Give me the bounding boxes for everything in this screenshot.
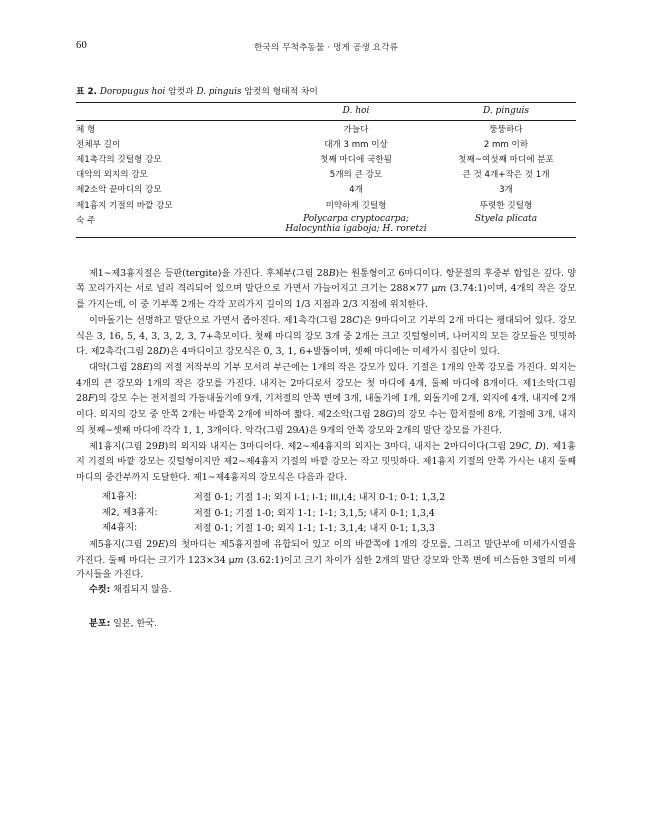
inline-run: 1 (561, 440, 568, 452)
inline-run: 2 (296, 440, 303, 452)
inline-run: 2 (181, 299, 188, 311)
inline-run: A (298, 424, 306, 436)
inline-run: 3 (384, 440, 391, 452)
inline-run: 1-1 (318, 507, 334, 519)
formula-leg-name: 제2, 제3흉지: (102, 507, 158, 518)
inline-run: I (341, 492, 344, 503)
inline-run: F (87, 393, 95, 405)
body-paragraph: 이마돌기는 선명하고 말단으로 가면서 좁아진다. 제1촉각(그림 28C)은 9마디이고 기부의 2개 마디는 팽대되어 있다. 강모식은 3, 16, 5, 4, 3, 3, 2, 3, 7+촉모이다. 첫째 마디의 강모 3개 중 2개는 크고 깃털형이며, 나머지의 모든 강모들은 밋밋하다. 제2촉각(그림 28D)은 4마디이고 강모식은 0, 3, 1, 6+발톱이며, 셋째 마디에는 미세가시 집단이 있다. (76, 314, 577, 358)
inline-run: I (294, 492, 298, 503)
inline-run: 1 (300, 491, 307, 503)
inline-run: 1-1 (297, 523, 313, 535)
inline-run: 2 (181, 409, 188, 421)
inline-run: 1 (394, 538, 400, 550)
inline-run: 1 (402, 393, 409, 405)
inline-run: 0-1 (389, 523, 406, 535)
cell-line: 5개의 큰 강모 (329, 170, 383, 181)
inline-run: 1-1 (318, 523, 334, 535)
inline-run: 28 (130, 362, 143, 374)
cell-line: Styela plicata (474, 213, 538, 224)
trait-label: 제2소악 끝마디의 강모 (76, 185, 162, 196)
value-d-hoi (276, 136, 436, 151)
inline-run: 1 (292, 314, 299, 326)
body-text (76, 266, 576, 486)
inline-run: 0-1 (400, 491, 416, 503)
inline-run: E (142, 362, 150, 374)
inline-run: 4 (224, 472, 231, 484)
tail-block (76, 583, 576, 631)
inline-run: 0-1 (214, 523, 230, 535)
inline-run: 2 (461, 393, 468, 405)
inline-run: 1,3,4 (411, 507, 435, 519)
inline-run: m (437, 283, 447, 295)
value-d-pinguis (436, 197, 576, 212)
table-row (76, 197, 576, 212)
value-d-pinguis (436, 136, 576, 151)
inline-run: III (330, 492, 339, 503)
inline-run: 2 (396, 424, 403, 436)
formula-leg-name: 제1흉지: (102, 491, 138, 502)
inline-run: I (312, 492, 315, 503)
table-caption-species-2: D. pinguis (196, 87, 242, 97)
closing-paragraph: 제5흉지(그림 29E)의 첫마디는 제5흉지절에 유합되어 있고 이의 바깥쪽에 1개의 강모를, 그리고 말단부에 미세가시열을 가진다. 둘째 마디는 크기가 123×34 μm (3.62:1)이고 크기 차이가 심한 2개의 말단 강모와 안쪽 변에 비스듬한 3열의 미세가시들을 가진다. (76, 538, 576, 581)
page-content (76, 40, 576, 632)
inline-run: 28 (373, 409, 386, 421)
inline-run: 1, 1, 3 (183, 424, 213, 436)
inline-run: 3 (344, 393, 351, 405)
inline-run: 5 (228, 538, 235, 550)
table-row (76, 151, 576, 166)
table-caption-tail: 암컷의 형태적 차이 (241, 87, 318, 97)
inline-run: 3, 16, 5, 4, 3, 3, 2, 3, 7 (96, 330, 206, 342)
trait-label: 제1촉각의 깃털형 강모 (76, 154, 162, 165)
cell-line: 첫째~여섯째 마디에 분포 (458, 154, 554, 165)
inline-run: 2 (448, 314, 455, 326)
inline-run: 1-0 (256, 507, 272, 519)
inline-run: 1-0 (256, 523, 272, 535)
inline-run: 28 (76, 393, 88, 405)
formula-row (76, 521, 576, 537)
inline-run: 1 (318, 491, 325, 503)
closing-paragraph-block (76, 537, 576, 583)
cell-line: 4개 (349, 185, 363, 196)
trait-label: 전체부 길이 (76, 139, 121, 150)
value-d-pinguis (436, 212, 576, 236)
inline-run: 2 (561, 393, 568, 405)
inline-run: C (521, 440, 529, 452)
inline-run: 3 (531, 554, 538, 566)
inline-run: 2 (375, 554, 382, 566)
inline-run: G (385, 409, 394, 421)
inline-run: 4 (346, 491, 353, 503)
table-row (76, 212, 576, 236)
formula-value: 저절 0-1; 기절 1-0; 외지 1-1; 1-1; 3,1,4; 내지 0-1; 1,3,3 (194, 523, 435, 535)
inline-run: I (265, 492, 268, 503)
inline-run: D (535, 440, 543, 452)
male-line (76, 583, 576, 598)
inline-run: 1,3,3 (411, 523, 435, 535)
running-head-title: 한국의 무척추동물 · 멍게 공생 요각류 (253, 43, 399, 53)
cell-line: 뚱뚱하다 (489, 124, 523, 135)
inline-run: 1/3 (295, 299, 311, 311)
inline-run: 8 (487, 409, 494, 421)
inline-run: 28 (340, 314, 353, 326)
column-header-d-pinguis: D. pinguis (436, 103, 576, 121)
inline-run: 1-1 (297, 507, 313, 519)
column-header-d-hoi: D. hoi (276, 103, 436, 121)
inline-run: 3.62:1) (250, 554, 284, 566)
table-header-row (76, 103, 576, 121)
table-row (76, 121, 576, 137)
cell-line: Halocynthia igaboja; H. roretzi (285, 223, 427, 234)
inline-run: 5 (97, 538, 104, 550)
formula-leg-name: 제4흉지: (102, 523, 138, 534)
body-paragraph: 대악(그림 28E)의 저절 저작부의 기부 모서리 부근에는 1개의 작은 강모가 있다. 기절은 1개의 안쪽 강모를 가진다. 외지는 4개의 큰 강모와 1개의 작은 강모를 가진다. 내지는 2마디로서 강모는 첫 마디에 4개, 둘째 마디에 8개이다. 제1소악(그림 28F)의 강모 수는 전저절의 가동내돌기에 9개, 기저절의 안쪽 변에 3개, 내돌기에 1개, 외돌기에 2개, 외지에 4개, 내지에 2개이다. 외지의 강모 중 안쪽 2개는 바깥쪽 2개에 비하여 짧다. 제2소악(그림 28G)의 강모 수는 합저절에 8개, 기절에 3개, 내지의 첫째~셋째 마디에 각각 1, 1, 3개이다. 악각(그림 29A)은 9개의 안쪽 강모와 2개의 말단 강모를 가진다. (76, 362, 577, 436)
inline-run: 4 (510, 283, 517, 295)
inline-run: B (157, 440, 165, 452)
inline-run: 1 (97, 267, 104, 279)
inline-run: 2 (232, 456, 239, 468)
cell-line: 뚜렷한 깃털형 (479, 200, 533, 211)
inline-run: 9 (244, 393, 251, 405)
male-text: 채집되지 않음. (110, 585, 172, 596)
inline-run: 1 (311, 362, 318, 374)
value-d-hoi (276, 197, 436, 212)
cell-line: Polycarpa cryptocarpa; (303, 213, 409, 224)
inline-run: 2 (325, 409, 332, 421)
value-d-hoi (276, 182, 436, 197)
inline-run: 123×34 (187, 554, 226, 566)
cell-line: 큰 것 4개+작은 것 1개 (462, 170, 550, 181)
inline-run: 3 (240, 440, 247, 452)
inline-run: 1 (431, 456, 438, 468)
inline-run: 4 (181, 346, 188, 358)
body-paragraph: 제1~제3흉지절은 등판(tergite)을 가진다. 후체부(그림 28B)는 원통형이고 6마디이다. 항문절의 후중부 함입은 깊다. 양쪽 꼬리가지는 서로 널리 격리되어 있으며 말단으로 가면서 가늘어지고 크기는 288×77 μm (3.74:1)이며, 4개의 작은 강모를 가지는데, 이 중 기부쪽 2개는 각각 꼬리가지 길이의 1/3 지점과 2/3 지점에 위치한다. (76, 267, 576, 311)
formula-value: 저절 0-1; 기절 1-0; 외지 1-1; 1-1; 3,1,5; 내지 0-1; 1,3,4 (194, 507, 435, 519)
distribution-line (76, 617, 576, 632)
inline-run: 1 (256, 491, 262, 503)
inline-run: 28 (146, 346, 159, 358)
inline-run: 9 (374, 314, 381, 326)
inline-run: 1 (97, 440, 104, 452)
trait-label: 대악의 외지의 강모 (76, 170, 148, 181)
inline-run: 2 (99, 346, 106, 358)
body-paragraph: 제1흉지(그림 29B)의 외지와 내지는 3마디이다. 제2~제4흉지의 외지는 3마디, 내지는 2마디이다(그림 29C, D). 제1흉지 기절의 바깥 강모는 깃털형이지만 제2~제4흉지 기절의 바깥 강모는 작고 밋밋하다. 제1흉지 기절의 안쪽 가시는 내지 둘째 마디의 중간부까지 도달한다. 제1~제4흉지의 강모식은 다음과 같다. (76, 440, 577, 484)
inline-run: 29 (509, 440, 522, 452)
value-d-pinguis (436, 182, 576, 197)
value-d-pinguis (436, 151, 576, 166)
inline-run: 28 (316, 267, 329, 279)
running-head (76, 40, 576, 62)
distribution-text: 일본, 한국. (110, 618, 157, 629)
inline-run: 4 (318, 440, 325, 452)
column-header-trait (76, 103, 276, 121)
inline-run: 0-1 (389, 507, 406, 519)
inline-run: 8 (483, 377, 490, 389)
value-d-pinguis (436, 121, 576, 137)
inline-run: 4 (254, 456, 261, 468)
inline-run: 3 (325, 330, 332, 342)
inline-run: 1 (531, 377, 538, 389)
inline-run: 0-1 (214, 491, 230, 503)
table-row (76, 136, 576, 151)
value-d-hoi (276, 121, 436, 137)
cell-line: 대개 3 mm 이상 (324, 139, 388, 150)
value-d-hoi (276, 167, 436, 182)
inline-run: 29 (286, 424, 299, 436)
inline-run: tergite (185, 267, 218, 279)
inline-run: 2 (237, 409, 244, 421)
inline-run: m (234, 554, 244, 566)
table-head (76, 103, 576, 121)
table-body (76, 121, 576, 236)
table-caption (76, 84, 576, 97)
inline-run: 2 (443, 440, 450, 452)
value-d-hoi (276, 212, 436, 236)
value-d-pinguis (436, 167, 576, 182)
cell-line: 2 mm 이하 (483, 139, 529, 150)
table-caption-label: 표 2. (76, 87, 98, 97)
inline-run: 2 (290, 377, 297, 389)
inline-run: 288×77 (390, 283, 429, 295)
inline-run: 1 (201, 472, 208, 484)
inline-run: 0-1 (379, 491, 395, 503)
formula-row (76, 506, 576, 522)
inline-run: 3.74:1) (453, 283, 487, 295)
inline-run: 9 (320, 424, 327, 436)
inline-run: 4 (511, 393, 518, 405)
inline-run: 0, 3, 1, 6 (263, 346, 306, 358)
inline-run: 1 (146, 377, 153, 389)
inline-run: 6 (398, 267, 405, 279)
table-row (76, 167, 576, 182)
inline-run: 29 (145, 440, 158, 452)
inline-run: 1,3,2 (421, 491, 446, 503)
page-number: 60 (76, 40, 87, 51)
inline-run: 2/3 (342, 299, 358, 311)
inline-run: C (352, 314, 360, 326)
table-caption-middle: 암컷과 (165, 87, 197, 97)
inline-run: 3,1,5 (339, 507, 364, 519)
inline-run: 4 (409, 377, 416, 389)
table-block (76, 84, 576, 238)
inline-run: 3 (120, 267, 127, 279)
distribution-label: 분포: (89, 618, 111, 629)
formula-value: 저절 0-1; 기절 1-I; 외지 I-1; I-1; III,I,4; 내지 0-1; 0-1; 1,3,2 (194, 491, 446, 503)
inline-run: B (328, 267, 336, 279)
inline-run: D (158, 346, 167, 358)
inline-run: 3,1,4 (339, 523, 364, 535)
value-d-hoi (276, 151, 436, 166)
inline-run: 3 (537, 409, 544, 421)
formula-row (76, 490, 576, 506)
cell-line: 미약하게 깃털형 (325, 200, 387, 211)
inline-run: 1 (440, 362, 447, 374)
trait-label: 숙 주 (76, 215, 96, 226)
trait-label: 체 형 (76, 124, 96, 135)
table-caption-species-1: Doropugus hoi (99, 87, 166, 97)
setal-formula-list (76, 490, 576, 537)
morphology-comparison-table (76, 102, 576, 236)
trait-label: 제1흉지 기절의 바깥 강모 (76, 200, 173, 211)
inline-run: 0-1 (214, 507, 230, 519)
inline-run: E (158, 538, 165, 550)
inline-run: 2 (355, 330, 362, 342)
table-bottom-rule (76, 237, 576, 238)
cell-line: 가늘다 (343, 124, 369, 135)
male-label: 수컷: (89, 585, 111, 596)
cell-line: 3개 (499, 185, 513, 196)
inline-run: 4 (76, 377, 82, 389)
inline-run: 29 (146, 538, 159, 550)
cell-line: 첫째 마디에 국한됨 (320, 154, 392, 165)
table-row (76, 182, 576, 197)
